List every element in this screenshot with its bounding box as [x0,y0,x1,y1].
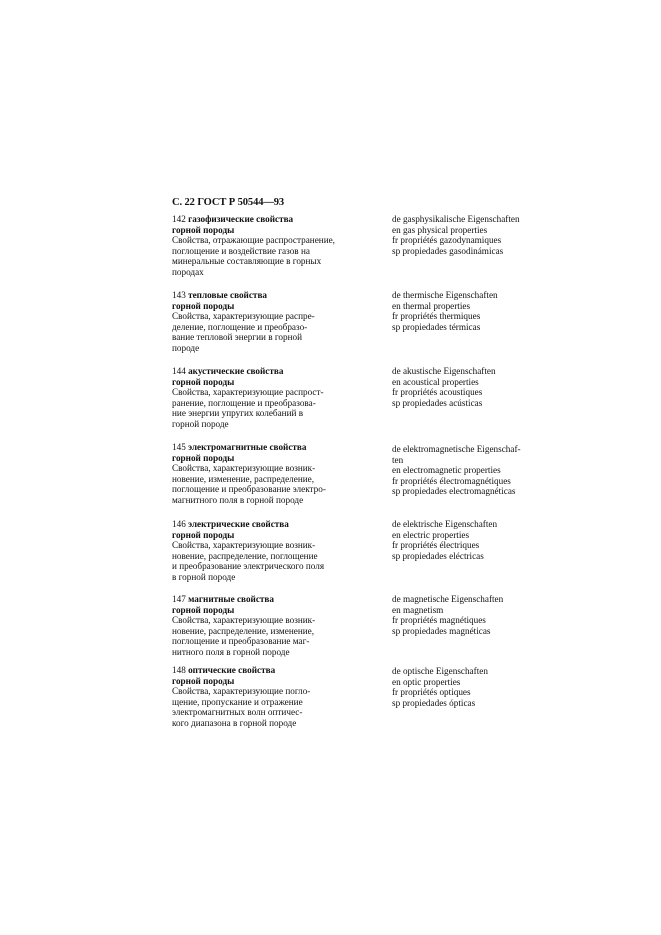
translation-de: de gasphysikalische Eigenschaften [392,214,520,224]
translation-de: de thermische Eigenschaften [392,290,498,300]
definition-line: поглощение и преобразование электро- [172,484,326,495]
definition-line: поглощение и преобразование маг- [172,636,310,647]
definition-line: ранение, поглощение и преобразова- [172,397,316,408]
definition-line: поглощение и воздействие газов на [172,245,310,256]
translation-de: de optische Eigenschaften [392,666,488,676]
term-title: электромагнитные свойства [188,442,307,452]
term-number: 148 [172,665,186,675]
translations-143 [392,290,572,332]
translation-sp: sp propiedades eléctricas [392,550,484,561]
term-title-cont: горной породы [172,300,235,311]
term-entry-145 [172,442,382,506]
definition-line: кого диапазона в горной породе [172,717,297,728]
term-title-cont: горной породы [172,604,235,615]
translation-fr: fr propriétés thermiques [392,311,481,322]
page-header: С. 22 ГОСТ Р 50544—93 [172,197,285,208]
term-number: 146 [172,519,186,529]
translation-sp: sp propiedades ópticas [392,697,476,708]
term-title-cont: горной породы [172,376,235,387]
translation-sp: sp propiedades acústicas [392,397,483,408]
translation-fr: fr propriétés acoustiques [392,387,483,398]
definition-line: породе [172,342,200,353]
term-entry-147 [172,594,382,658]
translation-sp: sp propiedades magnéticas [392,625,491,636]
translation-fr: fr propriétés électriques [392,540,480,551]
term-number: 144 [172,366,186,376]
term-entry-146 [172,519,382,583]
definition-line: магнитного поля в горной породе [172,494,304,505]
translation-en: en optic properties [392,676,461,687]
translations-145 [392,444,572,497]
translations-148 [392,666,572,708]
translations-147 [392,594,572,636]
definition-line: новение, изменение, распределение, [172,473,315,484]
term-number: 145 [172,442,186,452]
translation-fr: fr propriétés électromagnétiques [392,475,511,486]
term-entry-148 [172,665,382,729]
definition-line: Свойства, характеризующие распре- [172,311,315,322]
translation-de: de elektromagnetische Eigenschaf- [392,444,521,454]
term-title: газофизические свойства [188,214,294,224]
definition-line: Свойства, характеризующие возник- [172,615,316,626]
definition-line: новение, распределение, поглощение [172,550,318,561]
translation-de: de elektrische Eigenschaften [392,519,498,529]
definition-line: вание тепловой энергии в горной [172,332,302,343]
translation-sp: sp propiedades gasodinámicas [392,245,504,256]
term-title: оптические свойства [188,665,276,675]
definition-line: породах [172,266,204,277]
translation-sp: sp propiedades electromagnéticas [392,486,516,497]
term-title: электрические свойства [188,519,289,529]
translation-de: de magnetische Eigenschaften [392,594,504,604]
definition-line: Свойства, характеризующие возник- [172,540,316,551]
definition-line: в горной породе [172,571,236,582]
translation-de-cont: ten [392,454,404,465]
term-title-cont: горной породы [172,224,235,235]
definition-line: электромагнитных волн оптичес- [172,707,303,718]
term-title: магнитные свойства [188,594,274,604]
translation-de: de akustische Eigenschaften [392,366,496,376]
term-entry-143 [172,290,382,354]
translation-fr: fr propriétés optiques [392,687,471,698]
term-entry-142 [172,214,382,278]
definition-line: новение, распределение, изменение, [172,625,315,636]
translations-142 [392,214,572,256]
translation-sp: sp propiedades térmicas [392,321,481,332]
term-title: акустические свойства [188,366,284,376]
term-title-cont: горной породы [172,675,235,686]
definition-line: горной породе [172,418,229,429]
definition-line: ние энергии упругих колебаний в [172,408,304,419]
definition-line: нитного поля в горной породе [172,646,290,657]
translation-fr: fr propriétés magnétiques [392,615,486,626]
translation-en: en electric properties [392,529,470,540]
term-title-cont: горной породы [172,452,235,463]
term-title-cont: горной породы [172,529,235,540]
translations-144 [392,366,572,408]
term-number: 147 [172,594,186,604]
definition-line: Свойства, отражающие распространение, [172,235,335,246]
term-number: 143 [172,290,186,300]
translation-en: en gas physical properties [392,224,488,235]
term-entry-144 [172,366,382,430]
definition-line: Свойства, характеризующие распрост- [172,387,324,398]
translation-en: en thermal properties [392,300,471,311]
translation-en: en acoustical properties [392,376,479,387]
term-title: тепловые свойства [188,290,268,300]
definition-line: Свойства, характеризующие погло- [172,686,311,697]
definition-line: деление, поглощение и преобразо- [172,321,308,332]
translation-fr: fr propriétés gazodynamiques [392,235,502,246]
translation-en: en magnetism [392,604,444,615]
translation-en: en electromagnetic properties [392,465,501,476]
translations-146 [392,519,572,561]
definition-line: и преобразование электрического поля [172,561,325,572]
definition-line: щение, пропускание и отражение [172,696,303,707]
term-number: 142 [172,214,186,224]
definition-line: минеральные составляющие в горных [172,256,322,267]
definition-line: Свойства, характеризующие возник- [172,463,316,474]
